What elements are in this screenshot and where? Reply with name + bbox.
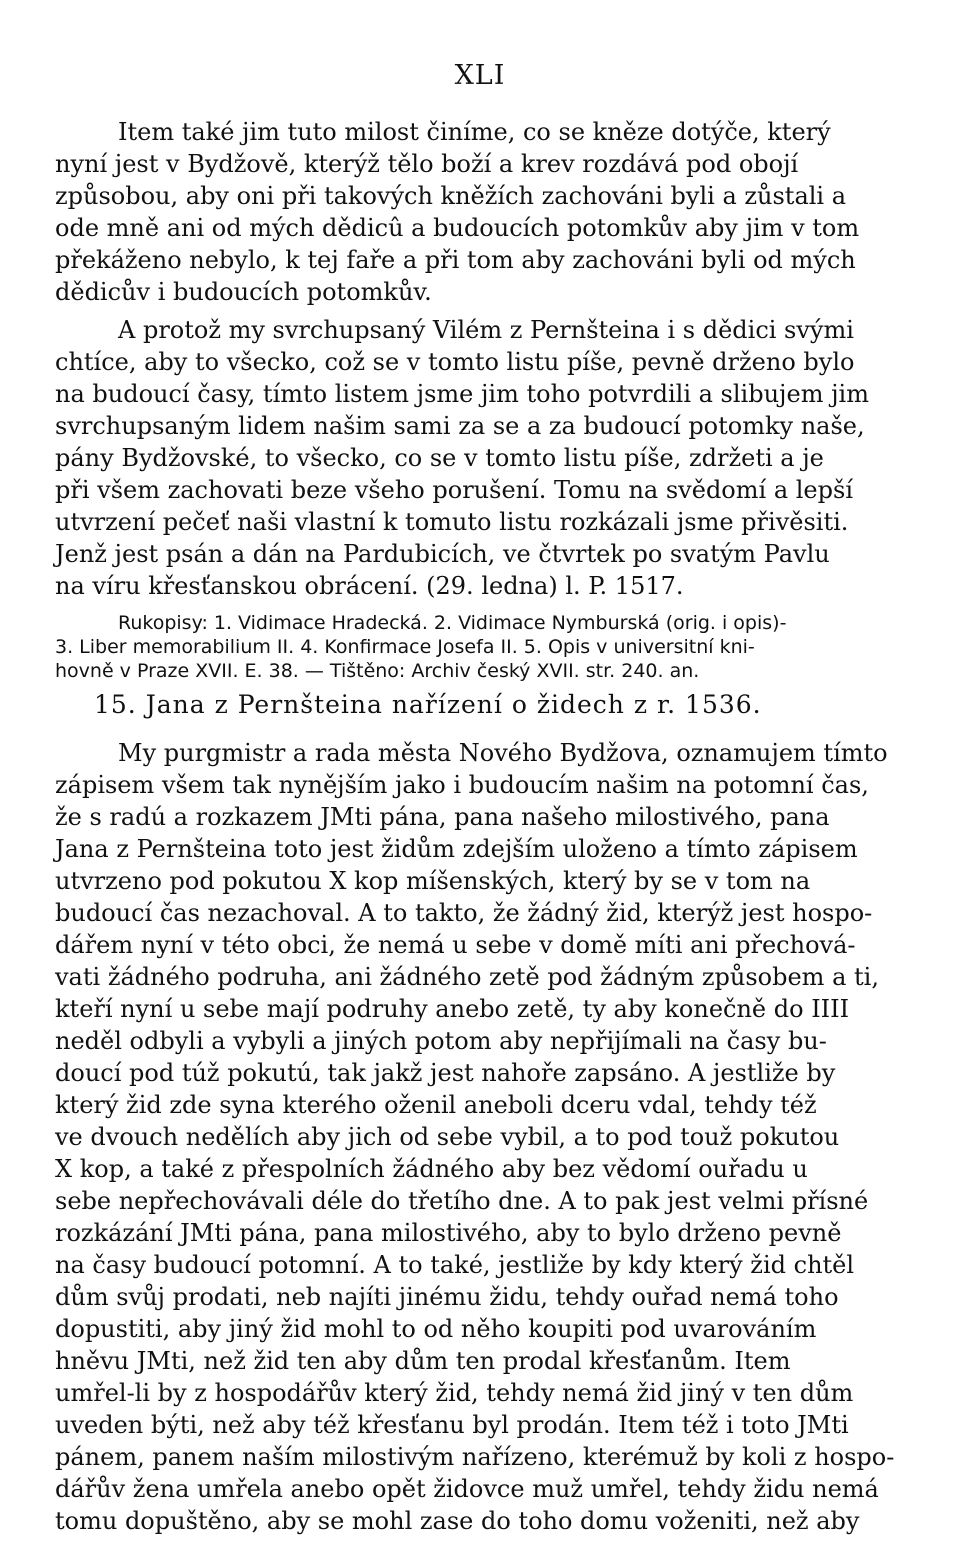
text-line-content: zápisem všem tak nynějším jako i budoucím našim na potomní čas, (55, 771, 869, 799)
text-line-content: chtíce, aby to všecko, což se v tomto listu píše, pevně drženo bylo (55, 348, 855, 376)
text-line (55, 1090, 817, 1120)
heading-text: 15. Jana z Pernšteina nařízení o židech z r. 1536. (94, 690, 762, 719)
text-line-content: Item také jim tuto milost činíme, co se kněze dotýče, který (118, 118, 831, 146)
text-line-content: svrchupsaným lidem našim sami za se a za budoucí potomky naše, (55, 412, 865, 440)
text-line (55, 1154, 808, 1184)
text-line (55, 149, 798, 179)
text-line (55, 898, 872, 928)
text-line (55, 475, 853, 505)
text-line-content: hněvu JMti, než žid ten aby dům ten prodal křesťanům. Item (55, 1347, 791, 1375)
text-line (55, 443, 824, 473)
text-line (55, 1314, 816, 1344)
text-line-content: sebe nepřechovávali déle do třetího dne. A to pak jest velmi přísné (55, 1187, 869, 1215)
text-line-content: tomu dopuštěno, aby se mohl zase do toho domu voženiti, než aby (55, 1507, 860, 1535)
text-line (55, 1122, 839, 1152)
text-line-content: dářem nyní v této obci, že nemá u sebe v domě míti ani přechová- (55, 931, 856, 959)
text-line (55, 1058, 835, 1088)
text-line (55, 213, 859, 243)
text-line-content: Jana z Pernšteina toto jest židům zdejším uloženo a tímto zápisem (55, 835, 858, 863)
source-line (55, 635, 755, 659)
text-line-content: na budoucí časy, tímto listem jsme jim toho potvrdili a slibujem jim (55, 380, 869, 408)
text-line-content: na časy budoucí potomní. A to také, jestliže by kdy který žid chtěl (55, 1251, 855, 1279)
text-line (55, 1506, 859, 1536)
text-line-content: doucí pod túž pokutú, tak jakž jest nahoře zapsáno. A jestliže by (55, 1059, 836, 1087)
section-15-heading (94, 690, 762, 720)
text-line (55, 1442, 894, 1472)
text-line-content: A protož my svrchupsaný Vilém z Pernšteina i s dědici svými (118, 316, 854, 344)
text-line-content: utvrzeno pod pokutou X kop míšenských, který by se v tom na (55, 867, 811, 895)
text-line-content: že s radú a rozkazem JMti pána, pana našeho milostivého, pana (55, 803, 830, 831)
text-line (55, 245, 856, 275)
source-line (118, 611, 786, 635)
text-line (55, 1250, 854, 1280)
text-line-content: způsobou, aby oni při takových kněžích zachováni byli a zůstali a (55, 182, 847, 210)
text-line-content: při všem zachovati beze všeho porušení. Tomu na svědomí a lepší (55, 476, 853, 504)
text-line (55, 994, 849, 1024)
text-line (55, 379, 869, 409)
text-line (55, 1474, 879, 1504)
text-line-content: umřel-li by z hospodářův který žid, tehdy nemá žid jiný v ten dům (55, 1379, 854, 1407)
text-line (55, 770, 869, 800)
text-line (55, 1186, 868, 1216)
page-number: XLI (454, 60, 506, 91)
text-line (55, 1378, 853, 1408)
text-line-content: dářův žena umřela anebo opět židovce muž umřel, tehdy židu nemá (55, 1475, 879, 1503)
text-line-content: neděl odbyli a vybyli a jiných potom aby nepřijímali na časy bu- (55, 1027, 827, 1055)
text-line (118, 315, 854, 345)
text-line (118, 117, 896, 147)
text-line (55, 1282, 839, 1312)
text-line (55, 802, 830, 832)
text-line (55, 539, 830, 569)
text-line (55, 347, 854, 377)
source-line-content: 3. Liber memorabilium II. 4. Konfirmace Josefa II. 5. Opis v universitní kni- (55, 636, 755, 658)
text-line-content: překáženo nebylo, k tej faře a při tom aby zachováni byli od mých (55, 246, 856, 274)
text-line-content: dopustiti, aby jiný žid mohl to od něho koupiti pod uvarováním (55, 1315, 817, 1343)
source-line-content: hovně v Praze XVII. E. 38. — Tištěno: Archiv český XVII. str. 240. an. (55, 660, 700, 682)
text-line (118, 738, 888, 768)
text-line-content: kteří nyní u sebe mají podruhy anebo zetě, ty aby konečně do IIII (55, 995, 850, 1023)
text-line-content: dědicův i budoucích potomkův. (55, 278, 432, 306)
source-line-content: Rukopisy: 1. Vidimace Hradecká. 2. Vidimace Nymburská (orig. i opis)- (118, 612, 787, 634)
text-line-content: vati žádného podruha, ani žádného zetě pod žádným způsobem a ti, (55, 963, 879, 991)
text-line-content: Jenž jest psán a dán na Pardubicích, ve čtvrtek po svatým Pavlu (55, 540, 830, 568)
text-line (55, 1346, 790, 1376)
text-line (55, 1218, 841, 1248)
text-line-content: na víru křesťanskou obrácení. (29. ledna) l. P. 1517. (55, 572, 684, 600)
text-line (55, 834, 858, 864)
text-line-content: pány Bydžovské, to všecko, co se v tomto listu píše, zdržeti a je (55, 444, 824, 472)
text-line (55, 411, 865, 441)
text-line-content: budoucí čas nezachoval. A to takto, že žádný žid, kterýž jest hospo- (55, 899, 873, 927)
text-line (55, 571, 684, 601)
text-line-content: My purgmistr a rada města Nového Bydžova, oznamujem tímto (118, 739, 888, 767)
text-line (55, 1026, 827, 1056)
text-line-content: ve dvouch nedělích aby jich od sebe vybil, a to pod touž pokutou (55, 1123, 840, 1151)
text-line (55, 277, 432, 307)
text-line-content: X kop, a také z přespolních žádného aby bez vědomí ouřadu u (55, 1155, 808, 1183)
text-line (55, 962, 879, 992)
text-line-content: nyní jest v Bydžově, kterýž tělo boží a krev rozdává pod obojí (55, 150, 799, 178)
text-line (55, 866, 810, 896)
text-line-content: ode mně ani od mých dědicû a budoucích potomkův aby jim v tom (55, 214, 860, 242)
source-line (55, 659, 699, 683)
text-line-content: který žid zde syna kterého oženil aneboli dceru vdal, tehdy též (55, 1091, 817, 1119)
text-line-content: utvrzení pečeť naši vlastní k tomuto listu rozkázali jsme přivěsiti. (55, 508, 849, 536)
text-line-content: pánem, panem naším milostivým nařízeno, kterémuž by koli z hospo- (55, 1443, 895, 1471)
text-line (55, 507, 848, 537)
text-line (55, 930, 856, 960)
text-line-content: rozkázání JMti pána, pana milostivého, aby to bylo drženo pevně (55, 1219, 842, 1247)
text-line-content: dům svůj prodati, neb najíti jinému židu, tehdy ouřad nemá toho (55, 1283, 839, 1311)
text-line (55, 181, 846, 211)
text-line-content: uveden býti, než aby též křesťanu byl prodán. Item též i toto JMti (55, 1411, 849, 1439)
text-line (55, 1410, 849, 1440)
